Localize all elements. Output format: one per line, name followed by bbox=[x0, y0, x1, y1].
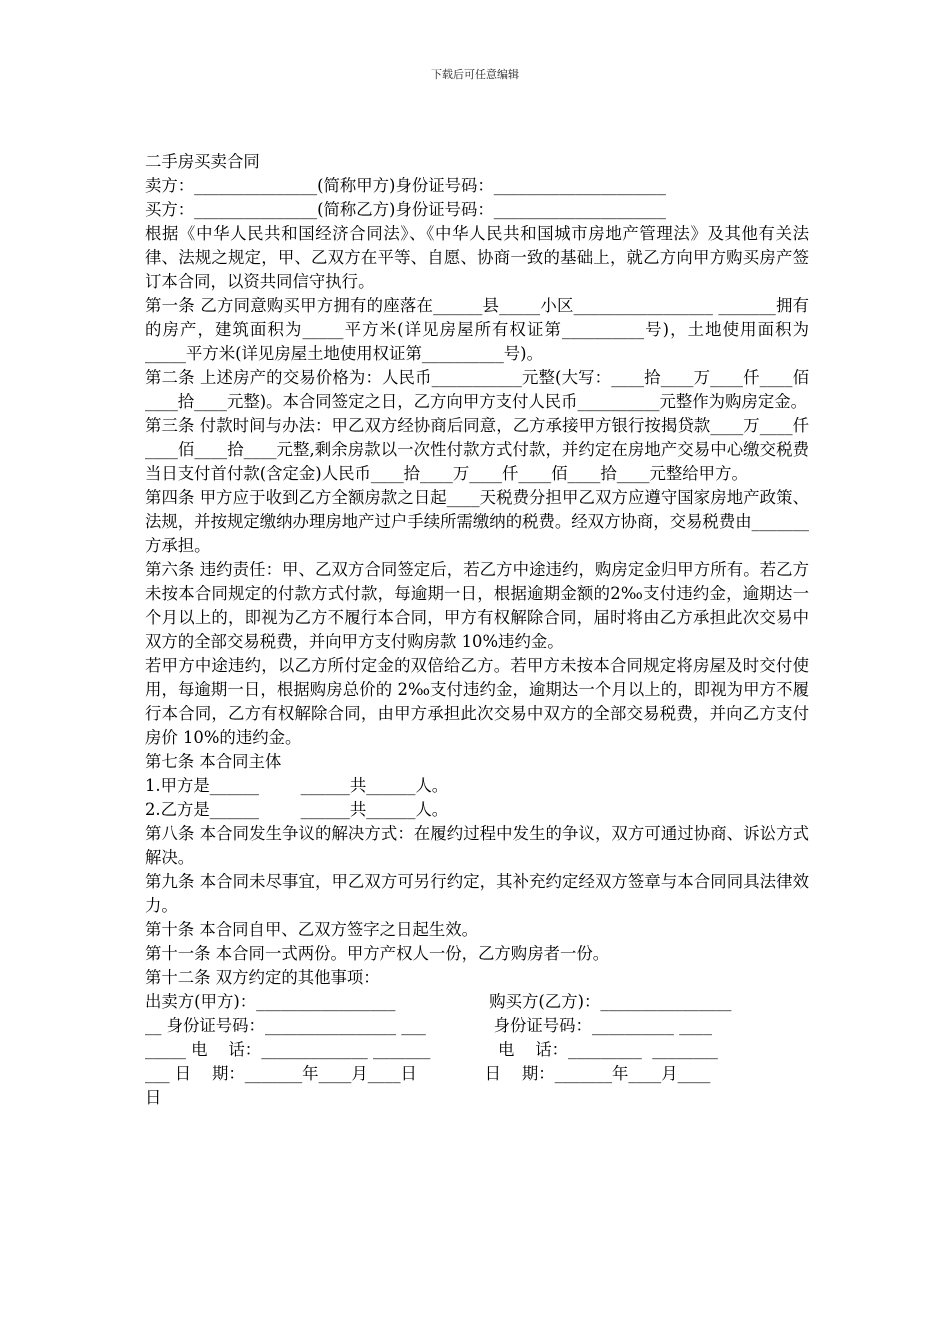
article-8: 第八条 本合同发生争议的解决方式：在履约过程中发生的争议，双方可通过协商、诉讼方式解决。 bbox=[145, 824, 809, 867]
article-12: 第十二条 双方约定的其他事项： bbox=[145, 968, 380, 987]
article-3: 第三条 付款时间与办法：甲乙双方经协商后同意，乙方承接甲方银行按揭贷款____万____仟____佰____拾____元整,剩余房款以一次性付款方式付款，并约定在房地产交易中心缴交税费当日支付首付款(含定金)人民币____拾____万____仟____佰____拾____元整给甲方。 bbox=[145, 416, 809, 483]
header-note: 下载后可任意编辑 bbox=[431, 68, 519, 81]
preamble: 根据《中华人民共和国经济合同法》、《中华人民共和国城市房地产管理法》及其他有关法律、法规之规定，甲、乙双方在平等、自愿、协商一致的基础上，就乙方向甲方购买房产签订本合同，以资共同信守执行。 bbox=[145, 224, 809, 291]
signature-line-1: 出卖方(甲方)：_________________ 购买方(乙方)：________________ bbox=[145, 992, 732, 1011]
article-7-item-1: 1.甲方是______ ______共______人。 bbox=[145, 776, 449, 795]
article-1: 第一条 乙方同意购买甲方拥有的座落在______县_____小区_________________ _______拥有的房产，建筑面积为_____平方米(详见房屋所有权证第__________号)，土地使用面积为_____平方米(详见房屋土地使用权证第__________号)。 bbox=[145, 296, 809, 363]
article-6: 第六条 违约责任：甲、乙双方合同签定后，若乙方中途违约，购房定金归甲方所有。若乙方未按本合同规定的付款方式付款，每逾期一日，根据逾期金额的2‰支付违约金，逾期达一个月以上的，即视为乙方不履行本合同，甲方有权解除合同，届时将由乙方承担此次交易中双方的全部交易税费，并向甲方支付购房款 10%违约金。 bbox=[145, 560, 809, 651]
signature-line-4: ___ 日 期：_______年____月____日 日 期：_______年____月____ bbox=[145, 1064, 711, 1083]
buyer-line: 买方：_______________(简称乙方)身份证号码：_____________________ bbox=[145, 200, 666, 219]
article-6-continued: 若甲方中途违约，以乙方所付定金的双倍给乙方。若甲方未按本合同规定将房屋及时交付使用，每逾期一日，根据购房总价的 2‰支付违约金，逾期达一个月以上的，即视为甲方不履行本合同，乙方有权解除合同，由甲方承担此次交易中双方的全部交易税费，并向乙方支付房价 10%的违约金。 bbox=[145, 656, 809, 747]
signature-line-3: _____ 电 话：_____________ _______ 电 话：_________ ________ bbox=[145, 1040, 718, 1059]
seller-line: 卖方：_______________(简称甲方)身份证号码：_____________________ bbox=[145, 176, 666, 195]
contract-body bbox=[145, 150, 809, 1110]
article-11: 第十一条 本合同一式两份。甲方产权人一份，乙方购房者一份。 bbox=[145, 944, 610, 963]
article-4: 第四条 甲方应于收到乙方全额房款之日起____天税费分担甲乙双方应遵守国家房地产政策、法规，并按规定缴纳办理房地产过户手续所需缴纳的税费。经双方协商，交易税费由_______方承担。 bbox=[145, 488, 809, 555]
signature-line-2: __ 身份证号码：________________ ___ 身份证号码：__________ ____ bbox=[145, 1016, 712, 1035]
article-10: 第十条 本合同自甲、乙双方签字之日起生效。 bbox=[145, 920, 479, 939]
article-7: 第七条 本合同主体 bbox=[145, 752, 282, 771]
signature-line-5: 日 bbox=[145, 1088, 162, 1107]
contract-title: 二手房买卖合同 bbox=[145, 152, 260, 171]
article-9: 第九条 本合同未尽事宜，甲乙双方可另行约定，其补充约定经双方签章与本合同同具法律效力。 bbox=[145, 872, 809, 915]
article-2: 第二条 上述房产的交易价格为：人民币___________元整(大写：____拾____万____仟____佰____拾____元整)。本合同签定之日，乙方向甲方支付人民币__________元整作为购房定金。 bbox=[145, 368, 809, 411]
article-7-item-2: 2.乙方是______ ______共______人。 bbox=[145, 800, 449, 819]
